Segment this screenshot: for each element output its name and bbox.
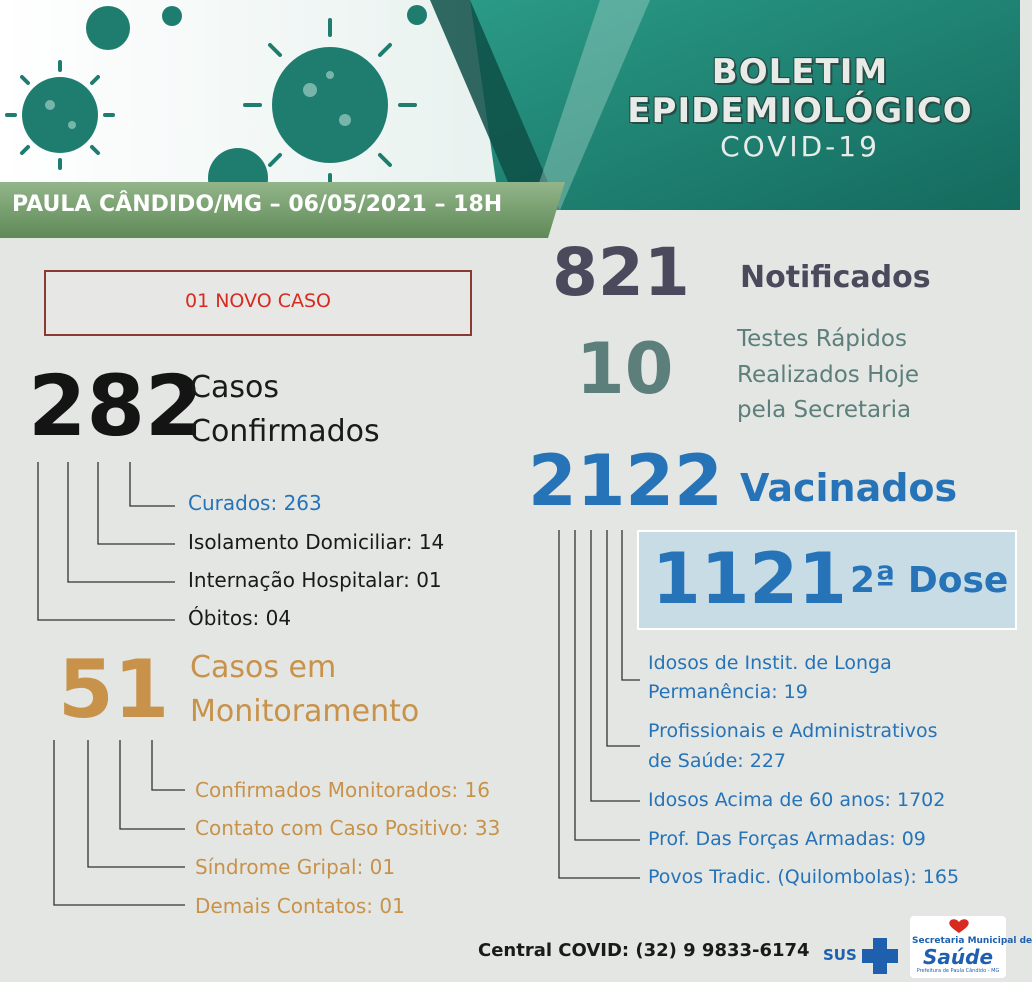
vaccine-group-elderly: Idosos Acima de 60 anos: 1702 <box>648 789 946 811</box>
rapid-tests-label-line2: Realizados Hoje <box>737 362 920 388</box>
confirmed-item-cured: Curados: 263 <box>188 491 322 515</box>
monitoring-label-line1: Casos em <box>190 650 337 685</box>
sus-logo-text: SUS <box>823 946 857 964</box>
vaccinated-label: Vacinados <box>740 466 958 510</box>
notified-count: 821 <box>552 234 690 311</box>
secretaria-logo <box>910 916 1032 978</box>
vaccine-group-institutions-line1: Idosos de Instit. de Longa <box>648 652 892 674</box>
bulletin-title-line3: COVID-19 <box>720 130 880 163</box>
vaccine-group-health-workers-line2: de Saúde: 227 <box>648 750 786 772</box>
bulletin-title-line2: EPIDEMIOLÓGICO <box>627 91 973 131</box>
vaccinated-count: 2122 <box>528 440 723 522</box>
second-dose-label: 2ª Dose <box>850 560 1009 601</box>
vaccine-group-armed-forces: Prof. Das Forças Armadas: 09 <box>648 828 926 850</box>
second-dose-count: 1121 <box>652 538 847 620</box>
confirmed-label-line2: Confirmados <box>190 414 380 449</box>
new-case-label: 01 NOVO CASO <box>185 290 331 312</box>
secretaria-logo-line3: Prefeitura de Paula Cândido - MG <box>916 968 1000 974</box>
rapid-tests-label-line1: Testes Rápidos <box>737 326 907 352</box>
confirmed-item-deaths: Óbitos: 04 <box>188 606 292 630</box>
confirmed-item-home-isolation: Isolamento Domiciliar: 14 <box>188 530 445 554</box>
monitoring-item-flu-syndrome: Síndrome Gripal: 01 <box>195 855 396 879</box>
vaccine-group-quilombolas: Povos Tradic. (Quilombolas): 165 <box>648 866 960 888</box>
rapid-tests-label-line3: pela Secretaria <box>737 397 912 423</box>
confirmed-item-hospitalized: Internação Hospitalar: 01 <box>188 568 442 592</box>
confirmed-label-line1: Casos <box>190 370 279 405</box>
bulletin-title-line1: BOLETIM <box>711 52 889 92</box>
central-covid-contact: Central COVID: (32) 9 9833-6174 <box>478 940 810 961</box>
heart-icon <box>948 918 970 934</box>
monitoring-count: 51 <box>58 643 170 736</box>
rapid-tests-count: 10 <box>576 328 674 410</box>
monitoring-label-line2: Monitoramento <box>190 694 420 729</box>
sus-cross-icon <box>860 936 900 976</box>
location-date-label: PAULA CÂNDIDO/MG – 06/05/2021 – 18H <box>12 192 503 217</box>
monitoring-item-other-contacts: Demais Contatos: 01 <box>195 894 405 918</box>
secretaria-logo-line1: Secretaria Municipal de <box>912 936 1032 946</box>
notified-label: Notificados <box>740 260 931 295</box>
monitoring-item-confirmed: Confirmados Monitorados: 16 <box>195 778 490 802</box>
monitoring-item-contact: Contato com Caso Positivo: 33 <box>195 816 501 840</box>
vaccine-group-health-workers-line1: Profissionais e Administrativos <box>648 720 938 742</box>
confirmed-count: 282 <box>28 357 204 455</box>
secretaria-logo-line2: Saúde <box>922 945 994 969</box>
vaccine-group-institutions-line2: Permanência: 19 <box>648 681 808 703</box>
